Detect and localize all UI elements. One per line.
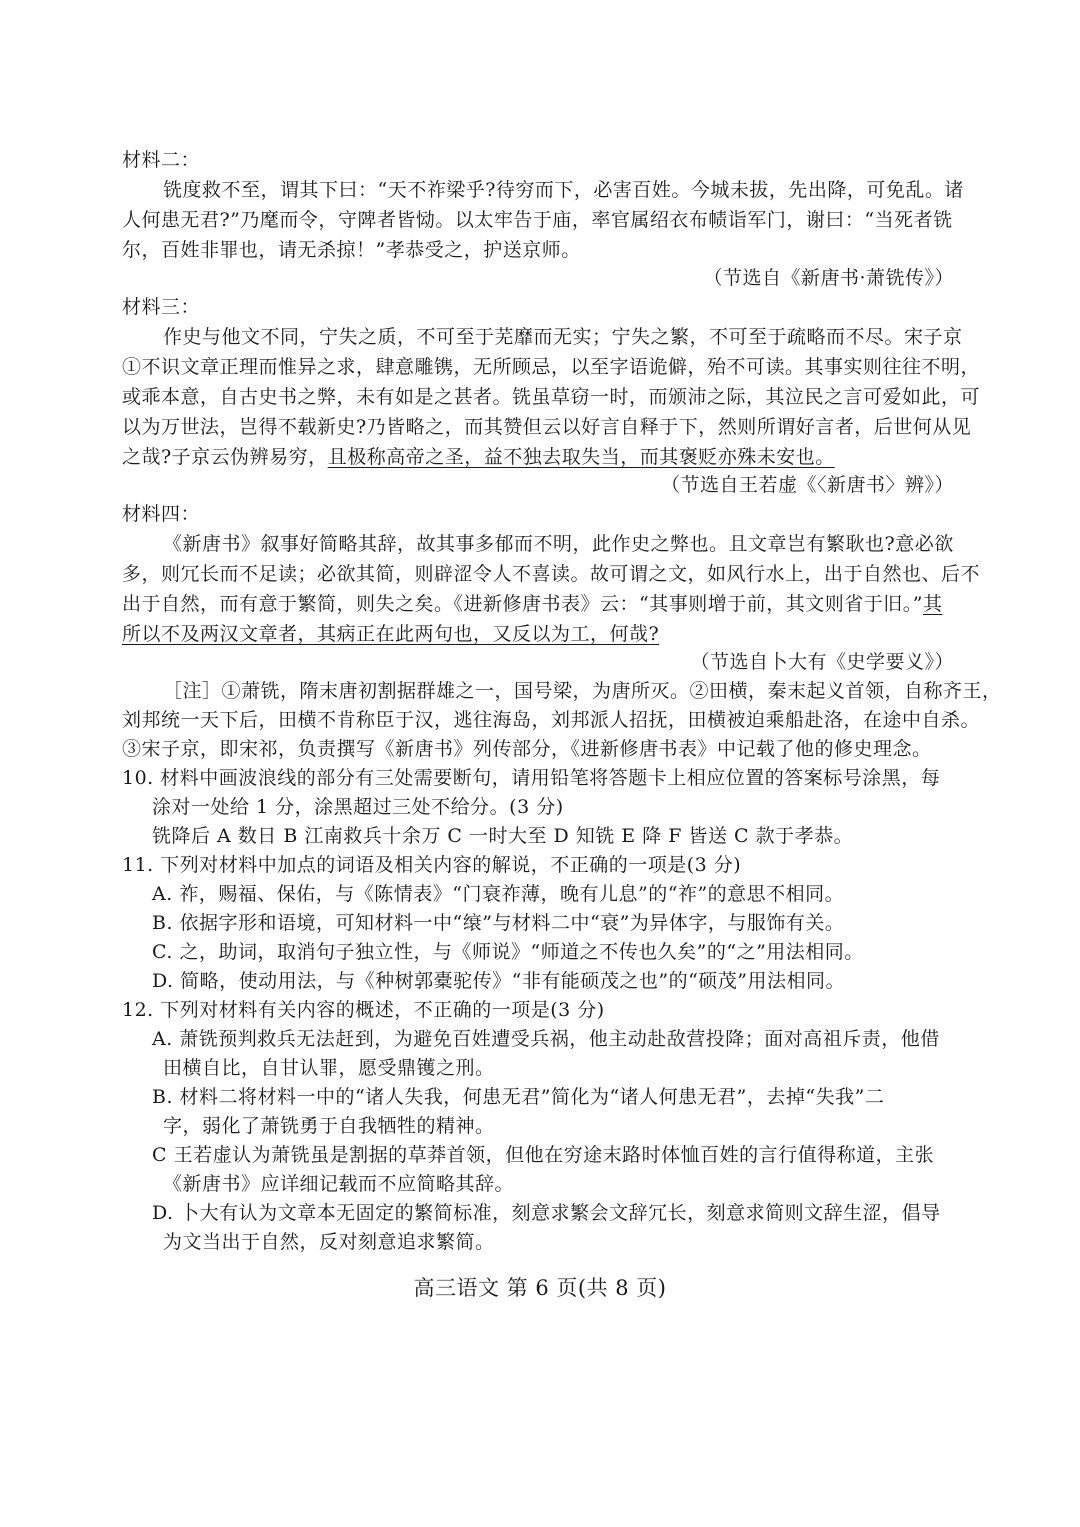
material-2-line: 铣度救不至，谓其下曰：“天不祚梁乎?待穷而下，必害百姓。今城未拔，先出降，可免乱。诸 [163,179,964,201]
material-4-underlined-text: 其 [922,593,943,615]
question-12-option-d: D. 卜大有认为文章本无固定的繁简标准，刻意求繁会文辞冗长，刻意求简则文辞生涩，倡导 [152,1202,941,1224]
material-4-source: （节选自卜大有《史学要义》） [690,651,954,673]
material-4-heading: 材料四： [122,503,201,525]
material-4-underlined-line: 所以不及两汉文章者，其病正在此两句也，又反以为工，何哉? [122,623,660,645]
material-2-line: 尔，百姓非罪也，请无杀掠！”孝恭受之，护送京师。 [122,239,581,261]
material-3-last-line [122,443,835,471]
material-4-line: 多，则冗长而不足读；必欲其简，则辟涩令人不喜读。故可谓之文，如风行水上，出于自然也、后不 [122,563,981,585]
question-12-option-b-cont: 字，弱化了萧铣勇于自我牺牲的精神。 [163,1115,495,1137]
question-11-option-b: B. 依据字形和语境，可知材料一中“缞”与材料二中“衰”为异体字，与服饰有关。 [152,912,845,934]
material-3-line: 作史与他文不同，宁失之质，不可至于芜靡而无实；宁失之繁，不可至于疏略而不尽。宋子京 [163,326,963,348]
question-10-sentence: 铣降后 A 数日 B 江南救兵十余万 C 一时大至 D 知铣 E 降 F 皆送 C 款于孝恭。 [152,825,854,847]
material-2-source: （节选自《新唐书·萧铣传》） [703,267,954,289]
question-12-option-a: A. 萧铣预判救兵无法赶到，为避免百姓遭受兵祸，他主动赴敌营投降；面对高祖斥责，他借 [152,1028,940,1050]
material-4-plain-text: 出于自然，而有意于繁简，则失之矣。《进新修唐书表》云：“其事则增于前，其文则省于旧。” [122,593,923,615]
material-3-line: ①不识文章正理而惟异之求，肆意雕镌，无所顾忌，以至字语诡僻，殆不可读。其事实则往往不明， [122,356,981,378]
material-3-underlined-text: 且极称高帝之圣，益不独去取失当，而其褒贬亦殊未安也。 [327,446,835,468]
question-11-stem: 11. 下列对材料中加点的词语及相关内容的解说，不正确的一项是(3 分) [122,854,742,876]
question-11-option-c: C. 之，助词，取消句子独立性，与《师说》“师道之不传也久矣”的“之”用法相同。 [152,941,864,963]
material-3-heading: 材料三： [122,296,201,318]
question-10-stem: 10. 材料中画波浪线的部分有三处需要断句，请用铅笔将答题卡上相应位置的答案标号涂黑，每 [122,767,941,789]
material-4-line: 《新唐书》叙事好简略其辞，故其事多郁而不明，此作史之弊也。且文章岂有繁耿也?意必欲 [163,533,954,555]
notes-line: 刘邦统一天下后，田横不肯称臣于汉，逃往海岛，刘邦派人招抚，田横被迫乘船赴洛，在途中自杀。 [122,709,981,731]
material-2-line: 人何患无君?”乃麾而令，守陴者皆恸。以太牢告于庙，率官属绍衣布帻诣军门，谢曰：“当死者铣 [122,209,953,231]
material-3-line: 以为万世法，岂得不载新史?乃皆略之，而其赞但云以好言自释于下，然则所谓好言者，后世何从见 [122,416,972,438]
question-10-stem: 涂对一处给 1 分，涂黑超过三处不给分。(3 分) [152,796,564,818]
question-12-option-c: C 王若虚认为萧铣虽是割据的草莽首领，但他在穷途末路时体恤百姓的言行值得称道，主张 [152,1144,935,1166]
material-2-heading: 材料二： [122,149,201,171]
question-12-option-c-cont: 《新唐书》应详细记载而不应简略其辞。 [163,1173,515,1195]
material-3-source: （节选自王若虚《〈新唐书〉辨》） [660,474,954,496]
question-11-option-a: A. 祚，赐福、保佑，与《陈情表》“门衰祚薄，晚有儿息”的“祚”的意思不相同。 [152,883,845,905]
material-4-line-3 [122,590,942,618]
page-footer: 高三语文 第 6 页(共 8 页) [413,1276,667,1300]
question-12-option-b: B. 材料二将材料一中的“诸人失我，何患无君”简化为“诸人何患无君”，去掉“失我”二 [152,1086,885,1108]
material-3-plain-text: 之哉?子京云伪辨易穷， [122,446,328,468]
question-12-stem: 12. 下列对材料有关内容的概述，不正确的一项是(3 分) [122,999,605,1021]
material-3-line: 或乖本意，自古史书之弊，未有如是之甚者。铣虽草窃一时，而颁沛之际，其泣民之言可爱如此，可 [122,386,981,408]
question-11-option-d: D. 简略，使动用法，与《种树郭橐驼传》“非有能硕茂之也”的“硕茂”用法相同。 [152,970,845,992]
question-12-option-a-cont: 田横自比，自甘认罪，愿受鼎镬之刑。 [163,1057,495,1079]
notes-line: ［注］①萧铣，隋末唐初割据群雄之一，国号梁，为唐所灭。②田横，秦末起义首领，自称齐王， [163,680,1002,702]
notes-line: ③宋子京，即宋祁，负责撰写《新唐书》列传部分，《进新修唐书表》中记载了他的修史理念。 [122,738,932,760]
question-12-option-d-cont: 为文当出于自然，反对刻意追求繁简。 [163,1231,495,1253]
